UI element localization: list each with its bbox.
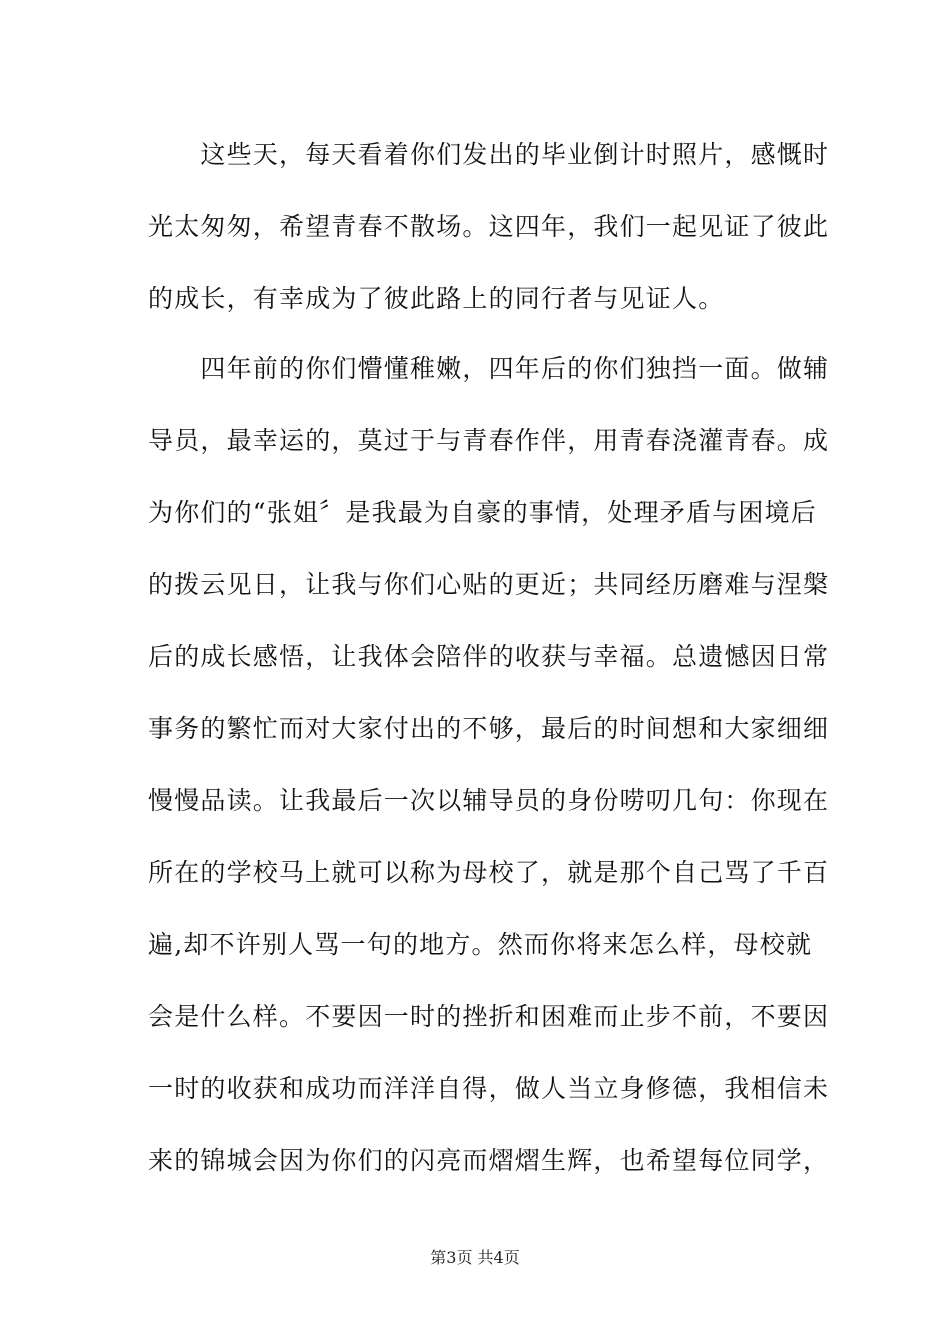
page-number-footer: 第3页 共4页 bbox=[430, 1248, 520, 1267]
text-line: 遍,却不许别人骂一句的地方。然而你将来怎么样，母校就 bbox=[148, 930, 813, 959]
text-line: 四年前的你们懵懂稚嫩，四年后的你们独挡一面。做辅 bbox=[148, 354, 830, 383]
text-line: 这些天，每天看着你们发出的毕业倒计时照片，感慨时 bbox=[148, 140, 830, 169]
text-line: 导员，最幸运的，莫过于与青春作伴，用青春浇灌青春。成 bbox=[148, 426, 830, 455]
text-line: 事务的繁忙而对大家付出的不够，最后的时间想和大家细细 bbox=[148, 714, 830, 743]
text-line: 的拨云见日，让我与你们心贴的更近；共同经历磨难与涅槃 bbox=[148, 570, 830, 599]
text-line: 一时的收获和成功而洋洋自得，做人当立身修德，我相信未 bbox=[148, 1074, 830, 1103]
text-line: 后的成长感悟，让我体会陪伴的收获与幸福。总遗憾因日常 bbox=[148, 642, 830, 671]
text-line: 所在的学校马上就可以称为母校了，就是那个自己骂了千百 bbox=[148, 858, 830, 887]
text-line: 光太匆匆，希望青春不散场。这四年，我们一起见证了彼此 bbox=[148, 212, 830, 241]
text-line: 来的锦城会因为你们的闪亮而熠熠生辉，也希望每位同学， bbox=[148, 1146, 830, 1175]
text-line: 会是什么样。不要因一时的挫折和困难而止步不前，不要因 bbox=[148, 1002, 830, 1031]
text-line: 慢慢品读。让我最后一次以辅导员的身份唠叨几句：你现在 bbox=[148, 786, 830, 815]
text-line: 的成长，有幸成为了彼此路上的同行者与见证人。 bbox=[148, 284, 725, 313]
text-line: 为你们的“张姐〞是我最为自豪的事情，处理矛盾与困境后 bbox=[148, 498, 817, 527]
